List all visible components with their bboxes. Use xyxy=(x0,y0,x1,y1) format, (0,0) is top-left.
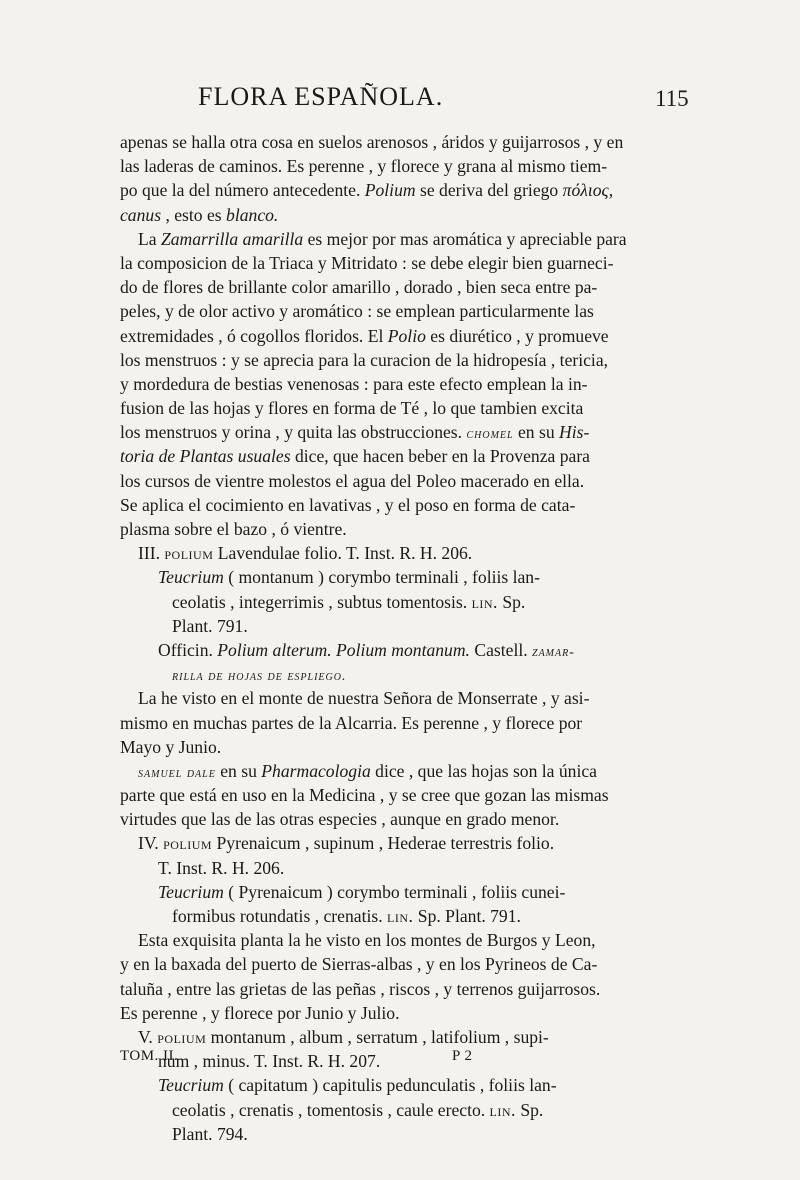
text-line xyxy=(120,469,690,493)
text-run: ( Pyrenaicum ) corymbo terminali , foliis cunei- xyxy=(223,881,566,902)
text-line xyxy=(120,420,690,444)
text-line xyxy=(120,565,690,589)
text-run: Sp. xyxy=(497,591,526,612)
styled-text: polium xyxy=(163,833,213,854)
styled-text: lin. xyxy=(489,1099,516,1120)
text-run: T. Inst. R. H. 206. xyxy=(158,857,285,878)
text-line xyxy=(120,1098,690,1122)
styled-text: Polio xyxy=(387,325,426,346)
text-line xyxy=(120,1001,690,1025)
body-text xyxy=(120,130,690,1146)
signature-mark: P 2 xyxy=(452,1048,473,1064)
text-run: es diurético , y promueve xyxy=(425,325,609,346)
text-run: Plant. 794. xyxy=(172,1123,248,1144)
text-run: Esta exquisita planta la he visto en los montes de Burgos y Leon, xyxy=(138,930,596,951)
styled-text: πόλιος xyxy=(562,180,609,201)
text-line xyxy=(120,759,690,783)
text-run: , esto es xyxy=(161,204,227,225)
text-run: parte que está en uso en la Medicina , y se cree que gozan las mismas xyxy=(120,785,609,806)
text-run: po que la del número antecedente. xyxy=(120,180,365,201)
text-run: V. xyxy=(138,1026,158,1047)
styled-text: Pharmacologia xyxy=(261,760,371,781)
text-run: extremidades , ó cogollos floridos. El xyxy=(120,325,388,346)
text-run: dice , que las hojas son la única xyxy=(370,760,597,781)
volume-mark: TOM. II. xyxy=(120,1048,179,1064)
text-run: Lavendulae folio. T. Inst. R. H. 206. xyxy=(213,543,473,564)
text-run: La he visto en el monte de nuestra Señora de Monserrate , y asi- xyxy=(138,688,590,709)
text-run: Pyrenaicum , supinum , Hederae terrestris folio. xyxy=(212,833,555,854)
text-line xyxy=(120,880,690,904)
text-line xyxy=(120,251,690,275)
text-run: ceolatis , crenatis , tomentosis , caule erecto. xyxy=(172,1099,490,1120)
text-line xyxy=(120,904,690,928)
text-run: Plant. 791. xyxy=(172,615,248,636)
text-run: mismo en muchas partes de la Alcarria. Es perenne , y florece por xyxy=(120,712,583,733)
styled-text: lin. xyxy=(471,591,498,612)
text-line xyxy=(120,541,690,565)
text-line xyxy=(120,348,690,372)
text-line xyxy=(120,517,690,541)
text-line xyxy=(120,1122,690,1146)
text-run: plasma sobre el bazo , ó vientre. xyxy=(120,519,347,539)
text-line xyxy=(120,735,690,759)
text-line xyxy=(120,493,690,517)
text-line xyxy=(120,928,690,952)
text-line xyxy=(120,324,690,348)
text-run: y en la baxada del puerto de Sierras-albas , y en los Pyrineos de Ca- xyxy=(120,954,598,975)
text-run: do de flores de brillante color amarillo , dorado , bien seca entre pa- xyxy=(120,277,598,298)
text-run: taluña , entre las grietas de las peñas , riscos , y terrenos guijarrosos. xyxy=(120,978,601,999)
text-run: la composicion de la Triaca y Mitridato : se debe elegir bien guarneci- xyxy=(120,252,614,273)
styled-text: polium xyxy=(164,543,214,564)
text-run: es mejor por mas aromática y apreciable para xyxy=(303,228,627,249)
text-run: virtudes que las de las otras especies , aunque en grado menor. xyxy=(120,809,560,830)
running-title: FLORA ESPAÑOLA. xyxy=(198,82,444,111)
text-line xyxy=(120,1025,690,1049)
text-run: formibus rotundatis , crenatis. xyxy=(172,906,387,926)
styled-text: samuel dale xyxy=(138,765,216,781)
text-run: las laderas de caminos. Es perenne , y florece y grana al mismo tiem- xyxy=(120,156,608,177)
styled-text: zamar- xyxy=(532,644,575,660)
styled-text: blanco. xyxy=(226,204,279,225)
page-number: 115 xyxy=(655,86,689,111)
text-line xyxy=(120,711,690,735)
text-line xyxy=(120,856,690,880)
styled-text: chomel xyxy=(466,427,514,443)
text-run: peles, y de olor activo y aromático : se emplean particularmente las xyxy=(120,301,594,322)
styled-text: lin. xyxy=(387,906,414,926)
text-run: Officin. xyxy=(158,639,218,660)
styled-text: Zamarrilla amarilla xyxy=(160,228,304,249)
text-line xyxy=(120,662,690,686)
text-run: , xyxy=(608,180,614,201)
text-run: los cursos de vientre molestos el agua del Poleo macerado en ella. xyxy=(120,470,585,491)
text-run: y mordedura de bestias venenosas : para este efecto emplean la in- xyxy=(120,373,588,394)
text-line xyxy=(120,227,690,251)
text-line xyxy=(120,831,690,855)
text-run: Es perenne , y florece por Junio y Julio. xyxy=(120,1002,400,1023)
text-line xyxy=(120,977,690,1001)
text-run: se deriva del griego xyxy=(415,180,563,201)
text-line xyxy=(120,638,690,662)
styled-text: rilla de hojas de espliego. xyxy=(172,669,347,685)
text-run: dice, que hacen beber en la Provenza para xyxy=(290,446,590,467)
styled-text: Polium alterum. Polium montanum. xyxy=(217,639,470,660)
text-run: Castell. xyxy=(469,639,533,660)
text-run: ceolatis , integerrimis , subtus tomentosis. xyxy=(172,591,472,612)
text-run: en su xyxy=(215,760,262,781)
text-run: ( capitatum ) capitulis pedunculatis , foliis lan- xyxy=(223,1075,557,1096)
text-line xyxy=(120,154,690,178)
text-run: Se aplica el cocimiento en lavativas , y el poso en forma de cata- xyxy=(120,494,576,515)
styled-text: toria de Plantas usuales xyxy=(120,446,291,467)
text-line xyxy=(120,614,690,638)
page-footer xyxy=(120,1048,680,1072)
styled-text: His- xyxy=(559,422,590,443)
text-line xyxy=(120,686,690,710)
text-run: apenas se halla otra cosa en suelos arenosos , áridos y guijarrosos , y en xyxy=(120,132,624,152)
page-header xyxy=(0,82,800,122)
styled-text: canus xyxy=(120,204,162,225)
text-run: los menstruos y orina , y quita las obstrucciones. xyxy=(120,422,467,443)
text-line xyxy=(120,275,690,299)
text-line xyxy=(120,590,690,614)
text-line xyxy=(120,130,690,154)
text-line xyxy=(120,807,690,831)
text-line xyxy=(120,783,690,807)
text-run: III. xyxy=(138,543,165,564)
text-line xyxy=(120,444,690,468)
text-run: num , minus. T. Inst. R. H. 207. xyxy=(158,1051,381,1072)
text-line xyxy=(120,1073,690,1097)
styled-text: Teucrium xyxy=(158,1075,224,1096)
styled-text: Teucrium xyxy=(158,881,224,902)
text-run: IV. xyxy=(138,833,164,854)
text-run: ( montanum ) corymbo terminali , foliis lan- xyxy=(223,567,540,588)
text-run: La xyxy=(138,228,161,249)
styled-text: polium xyxy=(157,1026,207,1047)
text-run: los menstruos : y se aprecia para la curacion de la hidropesía , tericia, xyxy=(120,349,609,370)
text-run: Sp. Plant. 791. xyxy=(413,906,521,926)
text-line xyxy=(120,952,690,976)
text-line xyxy=(120,203,690,227)
text-run: en su xyxy=(513,422,560,443)
styled-text: Teucrium xyxy=(158,567,224,588)
text-run: Sp. xyxy=(515,1099,544,1120)
text-line xyxy=(120,396,690,420)
text-line xyxy=(120,372,690,396)
text-run: Mayo y Junio. xyxy=(120,736,222,757)
text-run: fusion de las hojas y flores en forma de Té , lo que tambien excita xyxy=(120,398,584,419)
text-run: montanum , album , serratum , latifolium , supi- xyxy=(206,1026,549,1047)
text-line xyxy=(120,299,690,323)
styled-text: Polium xyxy=(364,180,416,201)
text-line xyxy=(120,178,690,202)
